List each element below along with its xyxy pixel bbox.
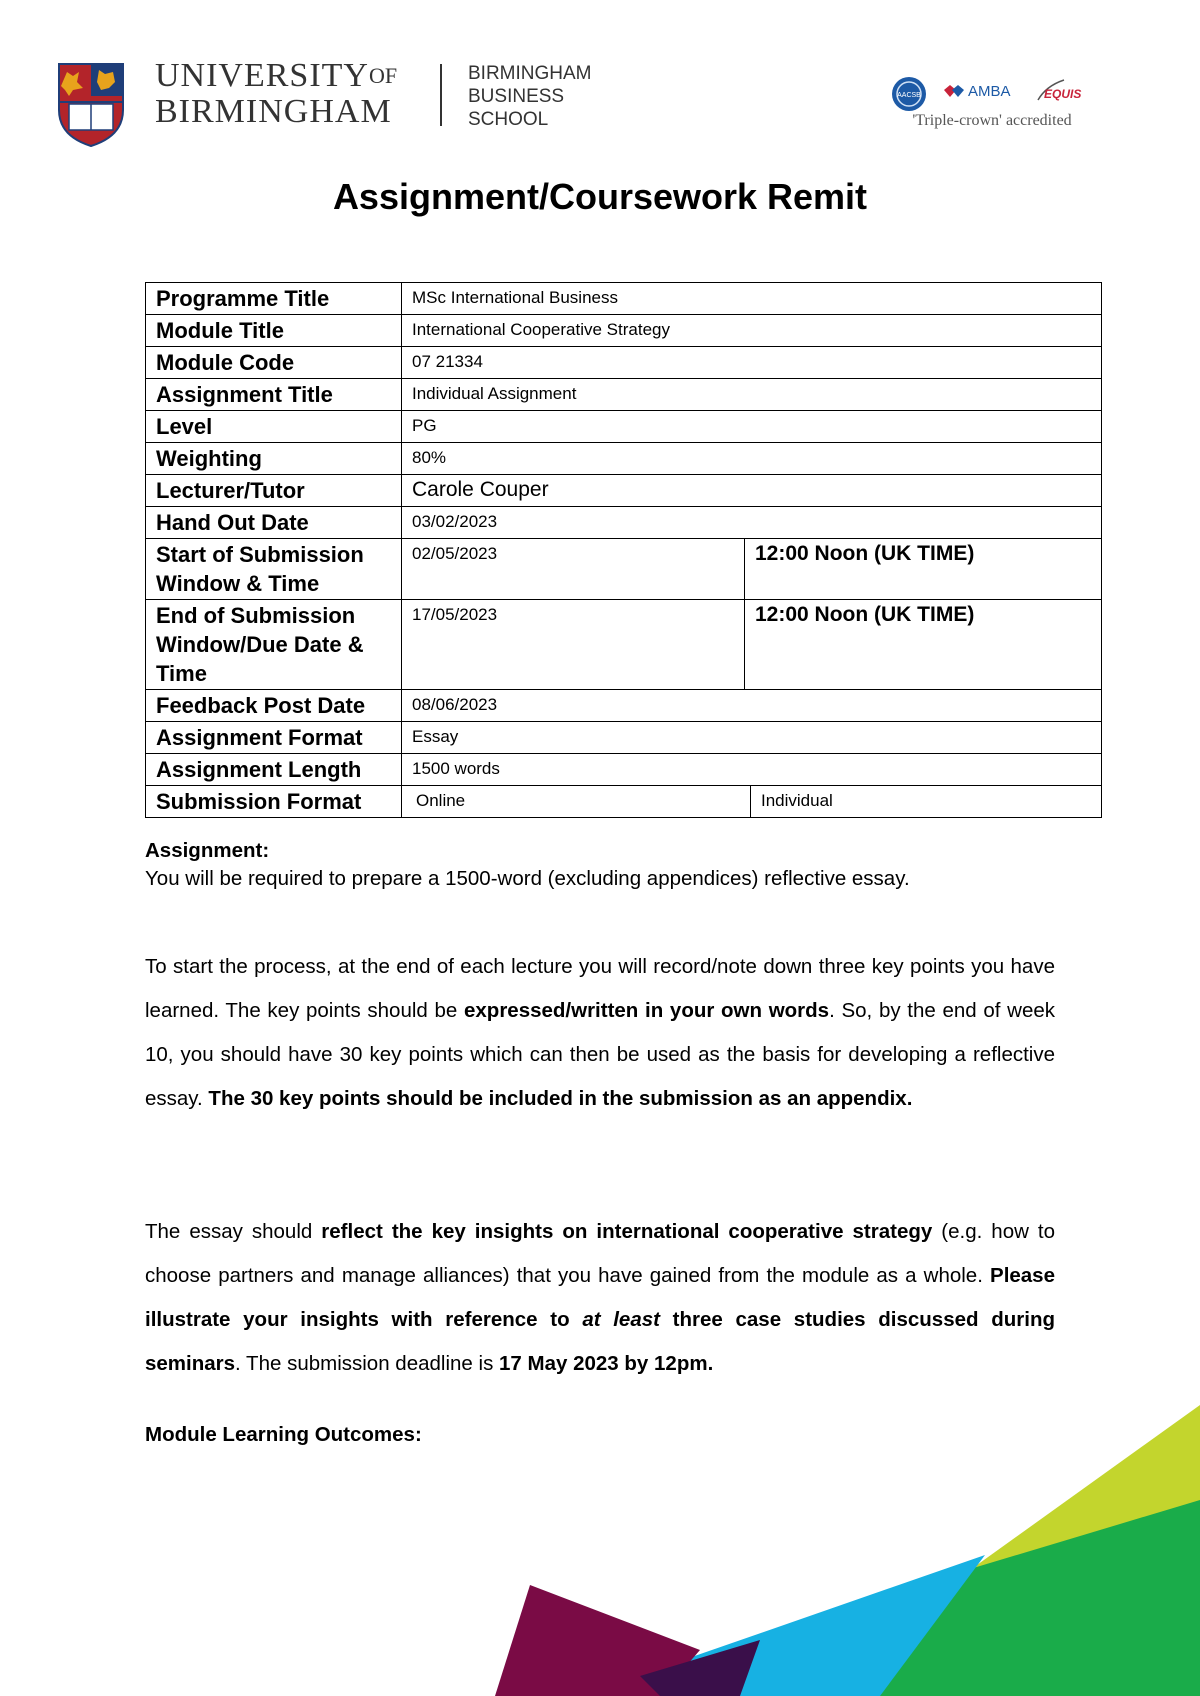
learning-outcomes-heading: Module Learning Outcomes: xyxy=(145,1423,422,1446)
table-row xyxy=(146,786,1102,818)
row-value: PG xyxy=(402,411,1102,443)
assignment-paragraph-1 xyxy=(145,945,1055,1121)
row-label: Weighting xyxy=(146,443,402,475)
bold-run: expressed/written in your own words xyxy=(464,999,830,1022)
table-row xyxy=(146,283,1102,315)
row-value: 03/02/2023 xyxy=(402,507,1102,539)
table-row xyxy=(146,507,1102,539)
table-row xyxy=(146,539,1102,600)
row-label: Level xyxy=(146,411,402,443)
row-label: Module Title xyxy=(146,315,402,347)
deco-cyan-shape xyxy=(620,1555,985,1696)
row-label: Programme Title xyxy=(146,283,402,315)
deco-maroon-shape xyxy=(495,1585,700,1696)
text-run: To start the process, at the end of each lecture you will record/note down three key points you have learned. The key points should be xyxy=(145,955,1055,1022)
bold-run: three case studies discussed during seminars xyxy=(145,1308,1055,1375)
assignment-heading: Assignment: xyxy=(145,839,270,862)
page-title: Assignment/Coursework Remit xyxy=(332,176,868,217)
accreditation-caption: 'Triple-crown' accredited xyxy=(912,112,1072,129)
table-row xyxy=(146,315,1102,347)
university-wordmark xyxy=(155,58,397,130)
row-label: Feedback Post Date xyxy=(146,690,402,722)
row-label: Assignment Title xyxy=(146,379,402,411)
table-row xyxy=(146,379,1102,411)
aacsb-logo xyxy=(892,77,926,111)
row-value-secondary: Individual xyxy=(751,786,1102,818)
row-label: Hand Out Date xyxy=(146,507,402,539)
row-value: 80% xyxy=(402,443,1102,475)
table-row xyxy=(146,690,1102,722)
university-name-line1: UNIVERSITY xyxy=(155,57,369,94)
header-divider xyxy=(440,64,442,126)
row-value: 1500 words xyxy=(402,754,1102,786)
table-row xyxy=(146,411,1102,443)
school-line: SCHOOL xyxy=(468,109,549,130)
table-row xyxy=(146,722,1102,754)
text-run: (e.g. how to choose partners and manage alliances) that you have gained from the module as a whole. xyxy=(145,1220,1056,1287)
school-line: BIRMINGHAM xyxy=(468,63,592,84)
row-value: 07 21334 xyxy=(402,347,1102,379)
deco-navy-shape xyxy=(640,1640,760,1696)
bold-run: reflect the key insights on international cooperative strategy xyxy=(321,1220,933,1243)
table-row xyxy=(146,754,1102,786)
row-value: International Cooperative Strategy xyxy=(402,315,1102,347)
row-time: 12:00 Noon (UK TIME) xyxy=(745,539,1102,600)
aacsb-text: AACSB xyxy=(897,92,921,99)
equis-logo xyxy=(1038,80,1081,101)
text-run: The essay should xyxy=(145,1220,322,1243)
row-value: Essay xyxy=(402,722,1102,754)
row-value: Online xyxy=(402,786,751,818)
amba-text: AMBA xyxy=(968,83,1011,100)
remit-table xyxy=(145,282,1102,818)
row-value: 17/05/2023 xyxy=(402,600,745,690)
row-label: Module Code xyxy=(146,347,402,379)
amba-logo xyxy=(944,83,1011,100)
school-line: BUSINESS xyxy=(468,86,565,107)
row-time: 12:00 Noon (UK TIME) xyxy=(745,600,1102,690)
university-crest-logo xyxy=(55,62,127,148)
business-school-name xyxy=(468,62,592,131)
table-row xyxy=(146,600,1102,690)
bold-run: 17 May 2023 by 12pm. xyxy=(499,1352,714,1375)
row-label: Assignment Format xyxy=(146,722,402,754)
row-value: Individual Assignment xyxy=(402,379,1102,411)
row-label: Start of Submission Window & Time xyxy=(146,539,402,600)
bold-run: Please illustrate your insights with reference to xyxy=(145,1264,1055,1331)
assignment-paragraph-2 xyxy=(145,1210,1055,1386)
row-label: Assignment Length xyxy=(146,754,402,786)
row-value: 08/06/2023 xyxy=(402,690,1102,722)
text-run: . The submission deadline is xyxy=(235,1352,500,1375)
text-run: . So, by the end of week 10, you should have 30 key points which can then be used as the basis for developing a reflective essay. xyxy=(145,999,1056,1110)
row-value: MSc International Business xyxy=(402,283,1102,315)
bold-run: The 30 key points should be included in the submission as an appendix. xyxy=(208,1087,913,1110)
table-row xyxy=(146,347,1102,379)
university-of: OF xyxy=(368,63,398,88)
table-row xyxy=(146,443,1102,475)
row-value: Carole Couper xyxy=(402,475,1102,507)
row-label: Lecturer/Tutor xyxy=(146,475,402,507)
assignment-intro: You will be required to prepare a 1500-word (excluding appendices) reflective essay. xyxy=(145,867,910,890)
bold-italic-run: at least xyxy=(582,1308,660,1331)
row-label: End of Submission Window/Due Date & Time xyxy=(146,600,402,690)
equis-text: EQUIS xyxy=(1044,87,1082,101)
row-value: 02/05/2023 xyxy=(402,539,745,600)
university-name-line2: BIRMINGHAM xyxy=(155,93,392,130)
deco-green-shape xyxy=(760,1500,1200,1696)
table-row xyxy=(146,475,1102,507)
row-label: Submission Format xyxy=(146,786,402,818)
